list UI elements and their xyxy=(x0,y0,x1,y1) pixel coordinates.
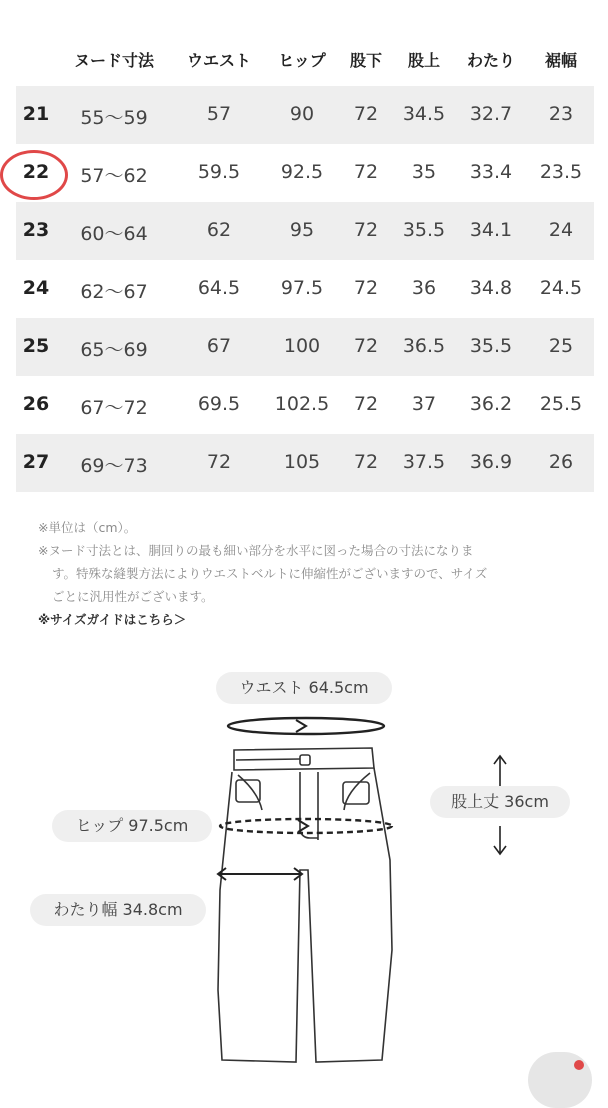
cell-inseam: 72 xyxy=(353,219,379,241)
cell-hem-width: 24 xyxy=(548,219,574,241)
thigh-measure-line xyxy=(218,868,302,880)
cell-hem-width: 23.5 xyxy=(539,161,583,183)
table-row xyxy=(16,144,594,202)
cell-hem-width: 26 xyxy=(548,451,574,473)
hip-measurement-label: ヒップ 97.5cm xyxy=(52,810,212,842)
cell-rise: 37.5 xyxy=(402,451,446,473)
cell-nude-size: 62〜67 xyxy=(80,281,148,303)
cell-inseam: 72 xyxy=(353,393,379,415)
cell-thigh: 32.7 xyxy=(469,103,513,125)
cell-hip: 92.5 xyxy=(280,161,324,183)
cell-inseam: 72 xyxy=(353,451,379,473)
header-hem-width: 裾幅 xyxy=(544,51,578,70)
cell-waist: 69.5 xyxy=(197,393,241,415)
cell-size: 22 xyxy=(22,161,50,183)
cell-rise: 37 xyxy=(411,393,437,415)
cell-hem-width: 25.5 xyxy=(539,393,583,415)
cell-nude-size: 67〜72 xyxy=(80,397,148,419)
cell-size: 25 xyxy=(22,335,50,357)
header-inseam: 股下 xyxy=(349,51,383,70)
table-row xyxy=(16,260,594,318)
notes-section xyxy=(38,516,578,631)
header-hip: ヒップ xyxy=(278,51,326,70)
cell-rise: 36.5 xyxy=(402,335,446,357)
cell-inseam: 72 xyxy=(353,277,379,299)
cell-nude-size: 55〜59 xyxy=(80,107,148,129)
cell-rise: 36 xyxy=(411,277,437,299)
cell-hip: 100 xyxy=(283,335,321,357)
table-row xyxy=(16,86,594,144)
cell-hem-width: 25 xyxy=(548,335,574,357)
cell-hem-width: 23 xyxy=(548,103,574,125)
header-thigh: わたり xyxy=(466,51,516,70)
hip-measure-line xyxy=(220,819,392,833)
cell-thigh: 34.8 xyxy=(469,277,513,299)
cell-hip: 90 xyxy=(289,103,315,125)
rise-measurement-label: 股上丈 36cm xyxy=(430,786,570,818)
cell-nude-size: 60〜64 xyxy=(80,223,148,245)
cell-thigh: 34.1 xyxy=(469,219,513,241)
cell-waist: 62 xyxy=(206,219,232,241)
cell-thigh: 35.5 xyxy=(469,335,513,357)
notification-dot xyxy=(574,1060,584,1070)
note-nude-size-line2: す。特殊な縫製方法によりウエストベルトに伸縮性がございますので、サイズ xyxy=(52,566,488,581)
cell-hip: 105 xyxy=(283,451,321,473)
pants-illustration xyxy=(218,748,392,1062)
waist-measure-line xyxy=(228,718,384,734)
cell-waist: 57 xyxy=(206,103,232,125)
cell-waist: 64.5 xyxy=(197,277,241,299)
cell-size: 21 xyxy=(22,103,50,125)
waist-measurement-label: ウエスト 64.5cm xyxy=(216,672,392,704)
red-circle-annotation xyxy=(0,150,68,200)
cell-thigh: 36.9 xyxy=(469,451,513,473)
cell-size: 27 xyxy=(22,451,50,473)
cell-inseam: 72 xyxy=(353,335,379,357)
table-row xyxy=(16,318,594,376)
header-rise: 股上 xyxy=(407,51,441,70)
cell-rise: 35 xyxy=(411,161,437,183)
cell-inseam: 72 xyxy=(353,161,379,183)
cell-nude-size: 57〜62 xyxy=(80,165,148,187)
cell-rise: 34.5 xyxy=(402,103,446,125)
pants-measurement-diagram xyxy=(0,660,608,1080)
header-waist: ウエスト xyxy=(186,51,252,70)
cell-size: 24 xyxy=(22,277,50,299)
cell-size: 23 xyxy=(22,219,50,241)
cell-size: 26 xyxy=(22,393,50,415)
cell-hip: 97.5 xyxy=(280,277,324,299)
cell-waist: 72 xyxy=(206,451,232,473)
cell-thigh: 33.4 xyxy=(469,161,513,183)
thigh-measurement-label: わたり幅 34.8cm xyxy=(30,894,206,926)
cell-hip: 95 xyxy=(289,219,315,241)
cell-inseam: 72 xyxy=(353,103,379,125)
size-chart-table xyxy=(16,28,594,492)
cell-thigh: 36.2 xyxy=(469,393,513,415)
table-header-row xyxy=(16,28,594,86)
note-nude-size-line1: ※ヌード寸法とは、胴回りの最も細い部分を水平に図った場合の寸法になりま xyxy=(38,543,474,558)
table-row xyxy=(16,376,594,434)
cell-hem-width: 24.5 xyxy=(539,277,583,299)
cell-waist: 59.5 xyxy=(197,161,241,183)
cell-hip: 102.5 xyxy=(274,393,330,415)
note-unit: ※単位は（cm）。 xyxy=(38,520,137,535)
note-nude-size-line3: ごとに汎用性がございます。 xyxy=(52,589,214,604)
cell-waist: 67 xyxy=(206,335,232,357)
table-row xyxy=(16,202,594,260)
header-nude-size: ヌード寸法 xyxy=(73,51,155,70)
cell-nude-size: 65〜69 xyxy=(80,339,148,361)
cell-nude-size: 69〜73 xyxy=(80,455,148,477)
table-row xyxy=(16,434,594,492)
cell-rise: 35.5 xyxy=(402,219,446,241)
size-guide-link[interactable]: ※サイズガイドはこちら＞ xyxy=(38,612,187,627)
